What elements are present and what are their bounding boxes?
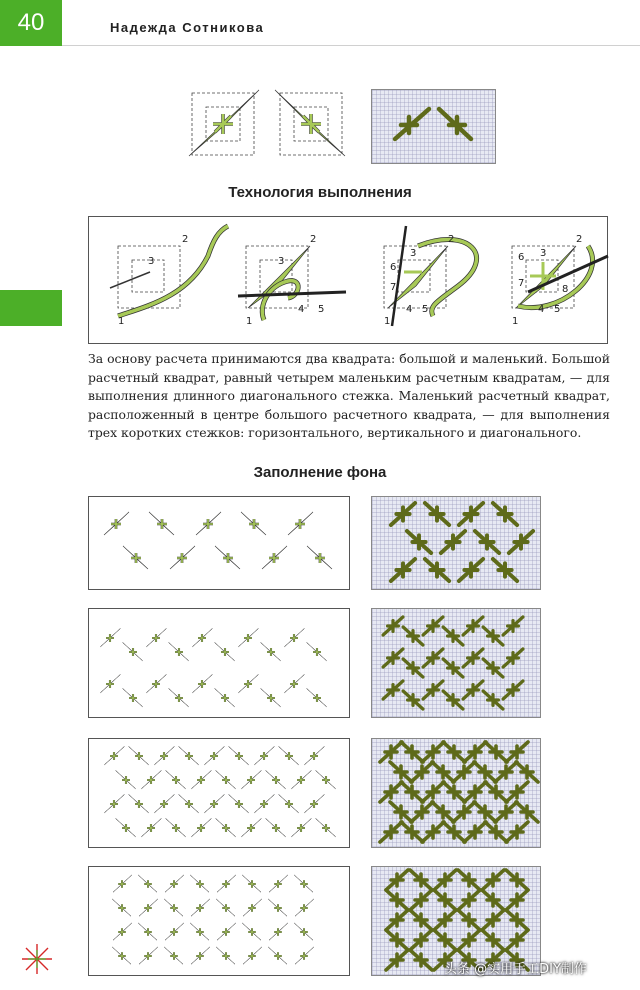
star-stitch-icon [279, 746, 299, 764]
star-stitch-icon [129, 746, 149, 764]
star-stitch-icon [268, 899, 287, 916]
star-stitch-icon [443, 742, 465, 762]
star-stitch-icon [434, 890, 456, 910]
star-stitch-icon [458, 930, 480, 950]
star-stitch-icon [262, 546, 287, 569]
star-stitch-icon [423, 617, 443, 635]
star-stitch-icon [139, 947, 158, 964]
svg-text:3: 3 [278, 256, 285, 267]
star-stitch-icon [410, 890, 432, 910]
star-stitch-icon [169, 688, 189, 706]
snowflake-star-icon [20, 942, 54, 976]
star-stitch-icon [166, 770, 186, 788]
star-stitch-icon [215, 688, 235, 706]
star-stitch-icon [254, 794, 274, 812]
star-stitch-icon [475, 531, 499, 553]
top-stitch-diagram [187, 88, 357, 163]
star-stitch-icon [243, 947, 262, 964]
star-stitch-icon [422, 822, 444, 842]
page-number: 40 [0, 0, 62, 46]
star-stitch-icon [104, 512, 129, 535]
star-stitch-icon [123, 688, 143, 706]
star-stitch-icon [112, 899, 131, 916]
star-stitch-icon [316, 818, 336, 836]
star-stitch-icon [204, 746, 224, 764]
star-stitch-icon [434, 910, 456, 930]
star-stitch-icon [443, 822, 465, 842]
star-stitch-icon [380, 822, 402, 842]
star-stitch-icon [190, 875, 209, 892]
star-stitch-icon [304, 794, 324, 812]
star-stitch-icon [288, 512, 313, 535]
star-stitch-icon [190, 923, 209, 940]
svg-text:2: 2 [576, 234, 583, 245]
star-stitch-icon [316, 770, 336, 788]
star-stitch-icon [149, 512, 174, 535]
star-stitch-icon [503, 617, 523, 635]
star-stitch-icon [164, 899, 183, 916]
star-stitch-icon [179, 746, 199, 764]
star-stitch-icon [482, 930, 504, 950]
star-stitch-icon [266, 770, 286, 788]
star-stitch-icon [423, 681, 443, 699]
star-stitch-icon [229, 746, 249, 764]
star-stitch-icon [458, 890, 480, 910]
star-stitch-icon [269, 875, 288, 892]
star-stitch-icon [410, 910, 432, 930]
star-stitch-icon [432, 802, 454, 822]
technique-diagram [88, 216, 606, 342]
star-stitch-icon [242, 923, 261, 940]
pattern-stitches-4 [88, 866, 348, 974]
star-stitch-icon [191, 770, 211, 788]
star-stitch-icon [482, 910, 504, 930]
star-stitch-icon [295, 947, 314, 964]
star-stitch-icon [383, 649, 403, 667]
svg-text:4: 4 [406, 304, 413, 315]
star-stitch-icon [495, 762, 517, 782]
star-stitch-icon [307, 546, 332, 569]
star-stitch-icon [422, 742, 444, 762]
body-paragraph: За основу расчета принимаются два квадрата: большой и маленький. Большой расчетный квадрат, равный четырем маленьким расчетным квадратам, — для выполнения длинного диагонального стежка. Маленький расчетный квадрат, расположенный в центре большого расчетного квадрата, — для выполнения трех коротких стежков: горизонтального, вертикального и диагонального. [88, 351, 610, 440]
svg-text:5: 5 [554, 304, 561, 315]
star-stitch-icon [261, 642, 281, 660]
star-stitch-icon [506, 782, 528, 802]
star-stitch-icon [443, 782, 465, 802]
star-stitch-icon [506, 890, 528, 910]
star-stitch-icon [189, 90, 259, 156]
fabric-stitches-1 [371, 496, 539, 588]
svg-text:1: 1 [118, 316, 125, 327]
fabric-stitches-2 [371, 608, 539, 716]
star-stitch-icon [139, 899, 158, 916]
star-stitch-icon [380, 782, 402, 802]
star-stitch-icon [284, 674, 304, 692]
star-stitch-icon [380, 742, 402, 762]
star-stitch-icon [483, 691, 503, 709]
star-stitch-icon [386, 930, 408, 950]
star-stitch-icon [241, 818, 261, 836]
star-stitch-icon [204, 794, 224, 812]
star-stitch-icon [506, 822, 528, 842]
svg-text:3: 3 [410, 248, 417, 259]
star-stitch-icon [261, 688, 281, 706]
star-stitch-icon [432, 762, 454, 782]
star-stitch-icon [485, 822, 507, 842]
star-stitch-icon [284, 628, 304, 646]
svg-text:5: 5 [422, 304, 429, 315]
star-stitch-icon [191, 947, 210, 964]
star-stitch-icon [192, 674, 212, 692]
svg-text:3: 3 [148, 256, 155, 267]
svg-text:2: 2 [310, 234, 317, 245]
star-stitch-icon [509, 531, 533, 553]
star-stitch-icon [423, 649, 443, 667]
svg-text:5: 5 [318, 304, 325, 315]
fabric-stitches-3 [371, 738, 539, 846]
star-stitch-icon [383, 617, 403, 635]
header-divider [62, 45, 640, 46]
star-stitch-icon [503, 649, 523, 667]
star-stitch-icon [463, 649, 483, 667]
fill-heading: Заполнение фона [253, 464, 387, 481]
star-stitch-icon [295, 899, 314, 916]
svg-text:7: 7 [518, 278, 525, 289]
star-stitch-icon [410, 870, 432, 890]
star-stitch-icon [458, 910, 480, 930]
star-stitch-icon [154, 794, 174, 812]
star-stitch-icon [401, 742, 423, 762]
svg-text:7: 7 [390, 282, 397, 293]
star-stitch-icon [229, 794, 249, 812]
svg-text:4: 4 [538, 304, 545, 315]
star-stitch-icon [453, 802, 475, 822]
star-stitch-icon [129, 794, 149, 812]
star-stitch-icon [407, 531, 431, 553]
star-stitch-icon [483, 627, 503, 645]
star-stitch-icon [482, 890, 504, 910]
star-stitch-icon [464, 742, 486, 762]
star-stitch-icon [216, 770, 236, 788]
star-stitch-icon [390, 762, 412, 782]
star-stitch-icon [291, 770, 311, 788]
star-stitch-icon [307, 688, 327, 706]
star-stitch-icon [238, 628, 258, 646]
star-stitch-icon [453, 762, 475, 782]
star-stitch-icon [146, 628, 166, 646]
star-stitch-icon [474, 802, 496, 822]
star-stitch-icon [104, 794, 124, 812]
star-stitch-icon [441, 531, 465, 553]
star-stitch-icon [243, 899, 262, 916]
star-stitch-icon [403, 659, 423, 677]
star-stitch-icon [166, 818, 186, 836]
star-stitch-icon [217, 923, 236, 940]
star-stitch-icon [463, 681, 483, 699]
svg-text:2: 2 [182, 234, 189, 245]
star-stitch-icon [307, 642, 327, 660]
star-stitch-icon [104, 746, 124, 764]
star-stitch-icon [485, 782, 507, 802]
star-stitch-icon [216, 899, 235, 916]
svg-text:2: 2 [448, 234, 455, 245]
star-stitch-icon [138, 923, 157, 940]
star-stitch-icon [503, 681, 523, 699]
star-stitch-icon [391, 503, 415, 525]
svg-text:3: 3 [540, 248, 547, 259]
star-stitch-icon [459, 503, 483, 525]
svg-text:4: 4 [298, 304, 305, 315]
star-stitch-icon [410, 950, 432, 970]
star-stitch-icon [410, 930, 432, 950]
star-stitch-icon [116, 770, 136, 788]
star-stitch-icon [165, 875, 184, 892]
star-stitch-icon [100, 674, 120, 692]
svg-text:8: 8 [562, 284, 569, 295]
star-stitch-icon [294, 923, 313, 940]
svg-text:6: 6 [518, 252, 525, 263]
star-stitch-icon [268, 947, 287, 964]
star-stitch-icon [141, 818, 161, 836]
star-stitch-icon [100, 628, 120, 646]
star-stitch-icon [294, 875, 313, 892]
star-stitch-icon [482, 870, 504, 890]
star-stitch-icon [483, 659, 503, 677]
star-stitch-icon [215, 546, 240, 569]
star-stitch-icon [516, 762, 538, 782]
star-stitch-icon [254, 746, 274, 764]
star-stitch-icon [279, 794, 299, 812]
svg-text:1: 1 [384, 316, 391, 327]
star-stitch-icon [192, 628, 212, 646]
star-stitch-icon [138, 875, 157, 892]
svg-text:6: 6 [390, 262, 397, 273]
star-stitch-icon [215, 642, 235, 660]
star-stitch-icon [474, 762, 496, 782]
star-stitch-icon [403, 691, 423, 709]
watermark: 头条 @实用手工DIY制作 [444, 962, 587, 977]
star-stitch-icon [113, 923, 132, 940]
star-stitch-icon [191, 899, 210, 916]
star-stitch-icon [291, 818, 311, 836]
star-stitch-icon [266, 818, 286, 836]
star-stitch-icon [216, 818, 236, 836]
star-stitch-icon [169, 642, 189, 660]
star-stitch-icon [112, 947, 131, 964]
star-stitch-icon [506, 870, 528, 890]
star-stitch-icon [116, 818, 136, 836]
star-stitch-icon [386, 910, 408, 930]
pattern-stitches-3 [88, 738, 348, 846]
author-name: Надежда Сотникова [110, 20, 265, 35]
star-stitch-icon [216, 947, 235, 964]
star-stitch-icon [390, 802, 412, 822]
star-stitch-icon [386, 870, 408, 890]
star-stitch-icon [179, 794, 199, 812]
needle-icon [238, 292, 346, 296]
star-stitch-icon [123, 546, 148, 569]
star-stitch-icon [464, 782, 486, 802]
star-stitch-icon [506, 910, 528, 930]
star-stitch-icon [242, 875, 261, 892]
technique-heading: Технология выполнения [228, 184, 412, 201]
star-stitch-icon [458, 870, 480, 890]
star-stitch-icon [154, 746, 174, 764]
star-stitch-icon [411, 762, 433, 782]
side-tab [0, 290, 62, 326]
star-stitch-icon [495, 802, 517, 822]
star-stitch-icon [170, 546, 195, 569]
star-stitch-icon [434, 930, 456, 950]
star-stitch-icon [516, 802, 538, 822]
star-stitch-icon [165, 923, 184, 940]
star-stitch-icon [403, 627, 423, 645]
star-stitch-icon [241, 770, 261, 788]
star-stitch-icon [425, 503, 449, 525]
star-stitch-icon [506, 930, 528, 950]
star-stitch-icon [434, 870, 456, 890]
star-stitch-icon [464, 822, 486, 842]
star-stitch-icon [238, 674, 258, 692]
star-stitch-icon [443, 627, 463, 645]
star-stitch-icon [113, 875, 132, 892]
svg-text:1: 1 [512, 316, 519, 327]
star-stitch-icon [411, 802, 433, 822]
star-stitch-icon [422, 782, 444, 802]
star-stitch-icon [196, 512, 221, 535]
star-stitch-icon [391, 559, 415, 581]
star-stitch-icon [164, 947, 183, 964]
star-stitch-icon [217, 875, 236, 892]
star-stitch-icon [459, 559, 483, 581]
star-stitch-icon [141, 770, 161, 788]
star-stitch-icon [123, 642, 143, 660]
star-stitch-icon [401, 782, 423, 802]
top-fabric-stitches [371, 89, 494, 162]
star-stitch-icon [383, 681, 403, 699]
star-stitch-icon [493, 503, 517, 525]
svg-text:1: 1 [246, 316, 253, 327]
star-stitch-icon [304, 746, 324, 764]
star-stitch-icon [425, 559, 449, 581]
star-stitch-icon [493, 559, 517, 581]
star-stitch-icon [386, 950, 408, 970]
star-stitch-icon [506, 742, 528, 762]
star-stitch-icon [463, 617, 483, 635]
star-stitch-icon [269, 923, 288, 940]
star-stitch-icon [191, 818, 211, 836]
star-stitch-icon [386, 890, 408, 910]
star-stitch-icon [241, 512, 266, 535]
star-stitch-icon [443, 659, 463, 677]
pattern-stitches-2 [88, 608, 348, 716]
star-stitch-icon [401, 822, 423, 842]
pattern-stitches-1 [88, 496, 348, 588]
needle-icon [110, 272, 150, 288]
star-stitch-icon [443, 691, 463, 709]
needle-icon [392, 226, 406, 326]
star-stitch-icon [275, 90, 345, 156]
star-stitch-icon [485, 742, 507, 762]
star-stitch-icon [146, 674, 166, 692]
